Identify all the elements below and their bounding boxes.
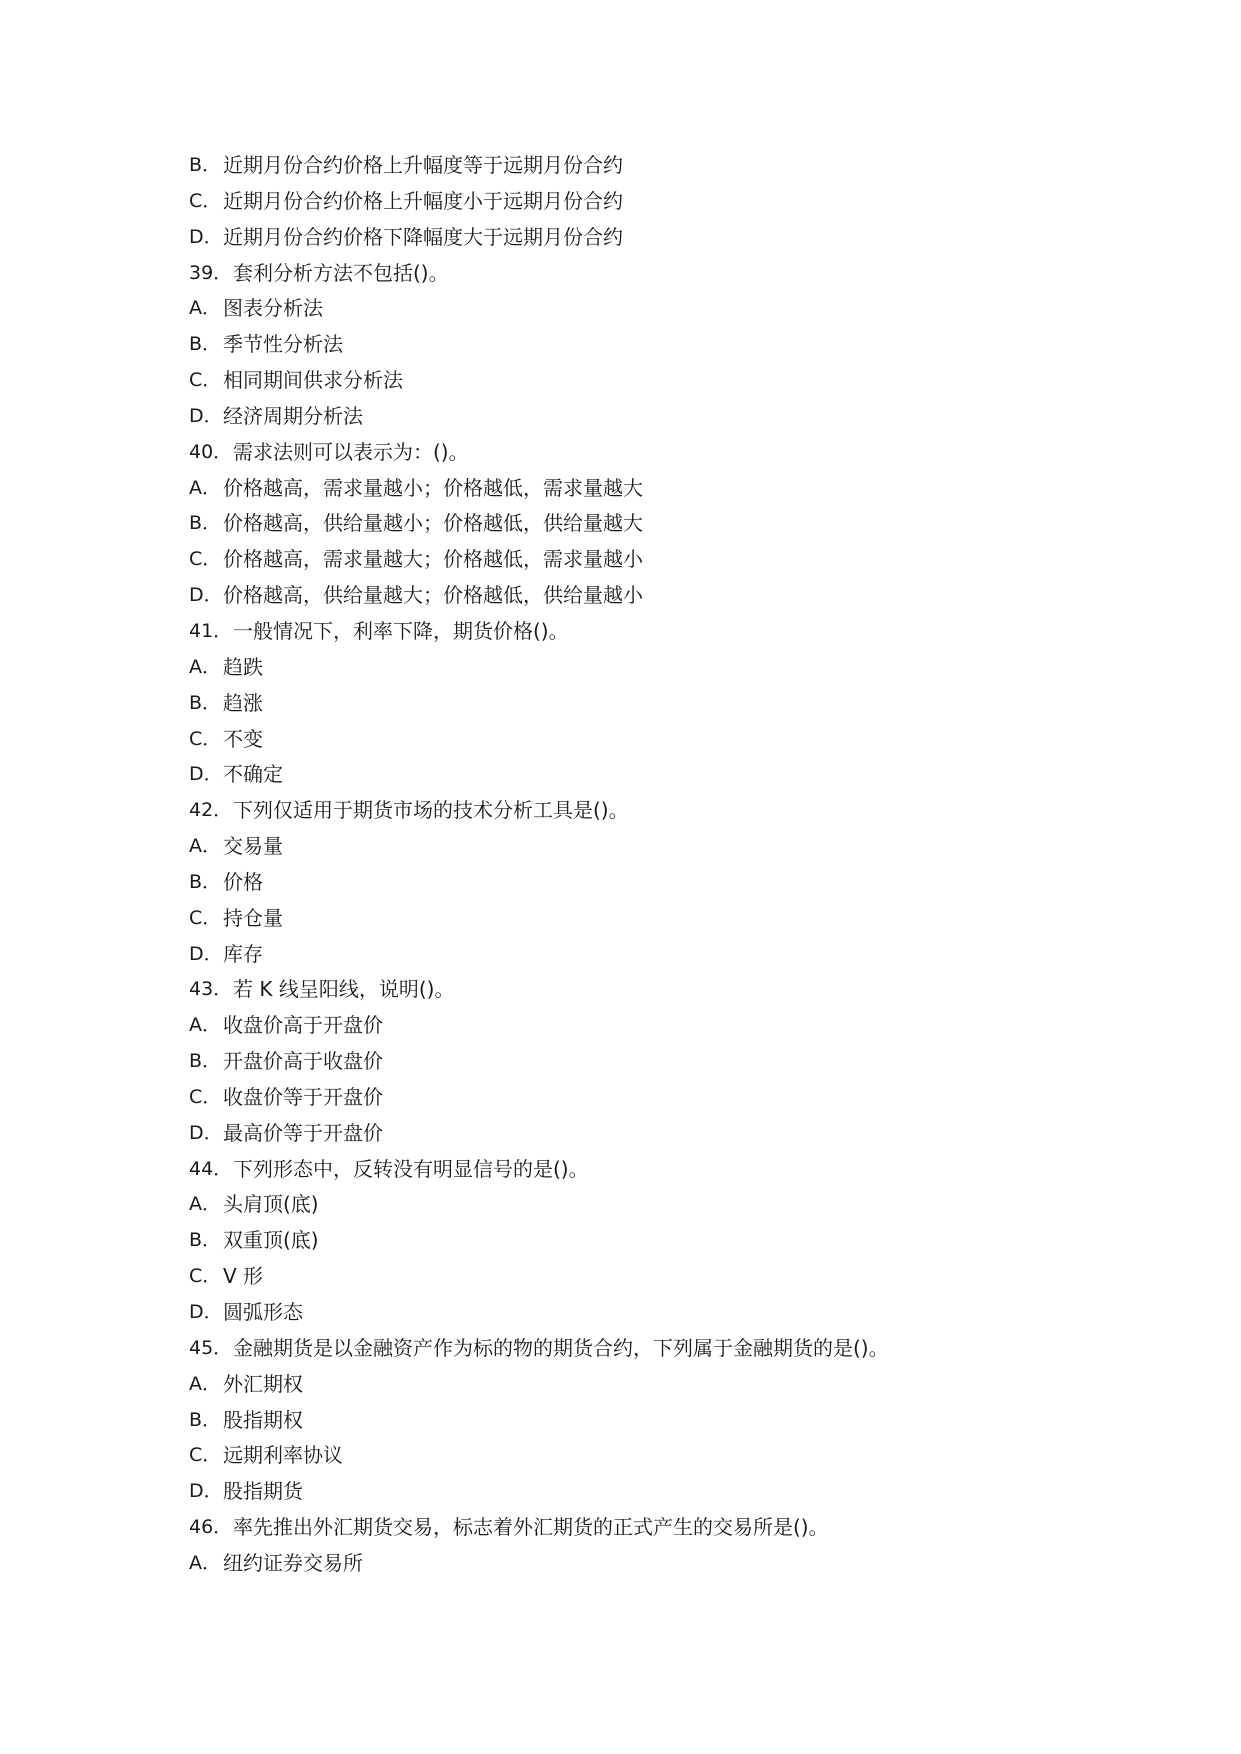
option-line — [189, 1187, 1149, 1223]
option-line — [189, 471, 1149, 507]
option-text: 趋跌 — [223, 654, 263, 679]
question-line — [189, 972, 1149, 1008]
option-label: B． — [189, 870, 222, 893]
option-text: 开盘价高于收盘价 — [223, 1049, 383, 1074]
option-line — [189, 865, 1149, 901]
option-text: 不确定 — [223, 762, 283, 787]
option-label: A． — [189, 476, 221, 499]
option-text: 收盘价高于开盘价 — [223, 1013, 383, 1038]
option-line — [189, 363, 1149, 399]
option-label: B． — [189, 1229, 222, 1252]
question-text: 率先推出外汇期货交易，标志着外汇期货的正式产生的交易所是()。 — [233, 1515, 829, 1540]
option-text: 双重顶(底) — [223, 1228, 319, 1253]
question-text: 需求法则可以表示为：()。 — [233, 439, 469, 464]
option-text: 收盘价等于开盘价 — [223, 1084, 383, 1109]
option-label: A． — [189, 1551, 221, 1574]
option-line — [189, 650, 1149, 686]
question-text: 金融期货是以金融资产作为标的物的期货合约，下列属于金融期货的是()。 — [233, 1335, 889, 1360]
option-label: D． — [189, 584, 223, 607]
question-number: 41． — [189, 619, 233, 642]
question-text: 下列仅适用于期货市场的技术分析工具是()。 — [233, 798, 629, 823]
question-number: 46． — [189, 1516, 233, 1539]
option-text: 近期月份合约价格下降幅度大于远期月份合约 — [223, 224, 623, 249]
option-text: 股指期权 — [223, 1407, 303, 1432]
question-number: 44． — [189, 1157, 233, 1180]
option-label: D． — [189, 942, 223, 965]
option-label: C． — [189, 727, 222, 750]
option-label: D． — [189, 1480, 223, 1503]
option-line — [189, 1080, 1149, 1116]
option-line — [189, 1223, 1149, 1259]
option-line — [189, 1438, 1149, 1474]
option-label: B． — [189, 1408, 222, 1431]
option-line — [189, 184, 1149, 220]
option-text: 价格越高，供给量越大；价格越低，供给量越小 — [223, 583, 643, 608]
option-text: 价格 — [223, 869, 263, 894]
option-line — [189, 1259, 1149, 1295]
option-line — [189, 1116, 1149, 1152]
option-label: D． — [189, 404, 223, 427]
question-number: 39． — [189, 261, 233, 284]
option-line — [189, 1546, 1149, 1582]
question-list — [189, 148, 1149, 1582]
option-line — [189, 327, 1149, 363]
question-text: 下列形态中，反转没有明显信号的是()。 — [233, 1156, 589, 1181]
option-line — [189, 1044, 1149, 1080]
option-text: 趋涨 — [223, 690, 263, 715]
option-text: 价格越高，需求量越大；价格越低，需求量越小 — [223, 547, 643, 572]
option-label: C． — [189, 189, 222, 212]
option-line — [189, 722, 1149, 758]
option-line — [189, 829, 1149, 865]
option-text: 近期月份合约价格上升幅度等于远期月份合约 — [223, 153, 623, 177]
option-text: 价格越高，需求量越小；价格越低，需求量越大 — [223, 475, 643, 500]
option-text: 经济周期分析法 — [223, 403, 363, 428]
option-label: C． — [189, 548, 222, 571]
option-label: A． — [189, 1193, 221, 1216]
option-label: C． — [189, 369, 222, 392]
question-text: 若 K 线呈阳线，说明()。 — [233, 977, 455, 1002]
option-line — [189, 399, 1149, 435]
question-line — [189, 256, 1149, 292]
option-label: D． — [189, 225, 223, 248]
option-text: 相同期间供求分析法 — [223, 368, 403, 393]
option-text: 圆弧形态 — [223, 1300, 303, 1324]
question-line — [189, 1510, 1149, 1546]
question-number: 45． — [189, 1336, 233, 1359]
option-line — [189, 686, 1149, 722]
question-line — [189, 793, 1149, 829]
option-line — [189, 1403, 1149, 1439]
option-label: C． — [189, 1444, 222, 1467]
option-text: 不变 — [223, 726, 263, 751]
question-text: 套利分析方法不包括()。 — [233, 260, 449, 285]
option-label: A． — [189, 835, 221, 858]
option-label: B． — [189, 512, 222, 535]
option-text: 图表分析法 — [223, 296, 323, 321]
option-label: B． — [189, 691, 222, 714]
option-text: 季节性分析法 — [223, 332, 343, 357]
option-text: 交易量 — [223, 834, 283, 859]
option-label: A． — [189, 1014, 221, 1037]
option-text: 股指期货 — [223, 1479, 303, 1504]
option-text: 远期利率协议 — [223, 1443, 343, 1468]
option-label: D． — [189, 763, 223, 786]
option-label: B． — [189, 1050, 222, 1073]
option-line — [189, 148, 1149, 184]
option-label: D． — [189, 1121, 223, 1144]
option-label: C． — [189, 1265, 222, 1288]
question-number: 40． — [189, 440, 233, 463]
question-line — [189, 1152, 1149, 1188]
question-number: 43． — [189, 978, 233, 1001]
option-line — [189, 1008, 1149, 1044]
option-line — [189, 901, 1149, 937]
question-line — [189, 614, 1149, 650]
option-line — [189, 506, 1149, 542]
option-line — [189, 1474, 1149, 1510]
option-label: A． — [189, 1372, 221, 1395]
option-line — [189, 578, 1149, 614]
option-label: A． — [189, 655, 221, 678]
question-text: 一般情况下，利率下降，期货价格()。 — [233, 618, 569, 643]
option-text: 纽约证券交易所 — [223, 1550, 363, 1575]
option-text: 持仓量 — [223, 905, 283, 930]
option-text: 外汇期权 — [223, 1371, 303, 1396]
option-line — [189, 291, 1149, 327]
question-line — [189, 435, 1149, 471]
option-line — [189, 220, 1149, 256]
option-text: 价格越高，供给量越小；价格越低，供给量越大 — [223, 511, 643, 536]
option-label: B． — [189, 154, 222, 176]
option-line — [189, 757, 1149, 793]
option-label: B． — [189, 333, 222, 356]
option-text: 最高价等于开盘价 — [223, 1120, 383, 1145]
option-text: V 形 — [223, 1264, 264, 1289]
option-line — [189, 1295, 1149, 1331]
question-number: 42． — [189, 799, 233, 822]
question-line — [189, 1331, 1149, 1367]
option-text: 头肩顶(底) — [223, 1192, 319, 1217]
option-text: 库存 — [223, 941, 263, 966]
option-line — [189, 937, 1149, 973]
option-label: D． — [189, 1301, 223, 1323]
option-label: C． — [189, 906, 222, 929]
option-line — [189, 542, 1149, 578]
option-text: 近期月份合约价格上升幅度小于远期月份合约 — [223, 188, 623, 213]
option-line — [189, 1367, 1149, 1403]
option-label: C． — [189, 1085, 222, 1108]
option-label: A． — [189, 297, 221, 320]
